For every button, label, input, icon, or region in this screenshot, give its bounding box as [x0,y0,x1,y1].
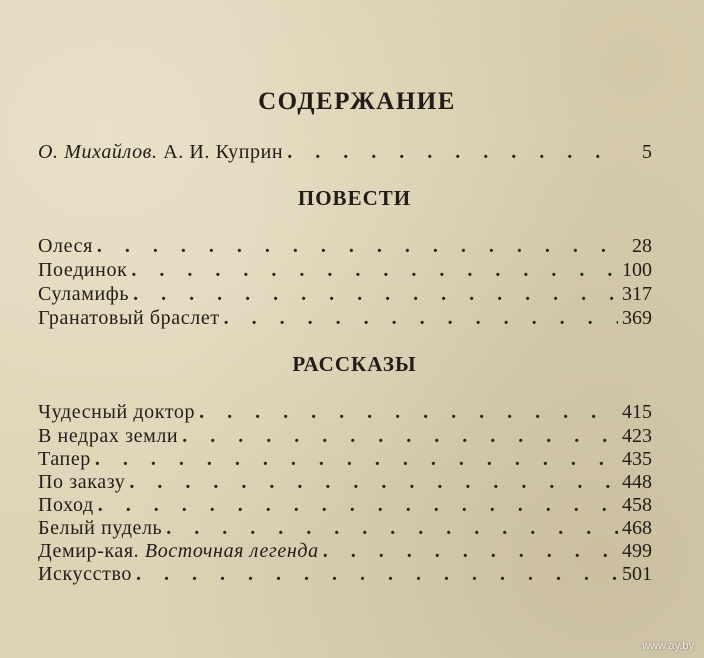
entry-title: Чудесный доктор [38,401,196,423]
entry-title: Белый пудель [38,517,163,539]
page-number: 5 [642,141,652,163]
page-number: 435 [622,448,652,470]
page-number: 458 [622,494,652,516]
intro-author: О. Михайлов. [38,141,158,163]
toc-entry [38,493,652,517]
dot-leader [199,400,618,424]
toc-entry [38,282,652,306]
dot-leader [95,447,618,471]
entry-title: Олеся [38,235,93,257]
intro-text: А. И. Куприн [163,141,284,163]
dot-leader [182,424,618,448]
dot-leader [224,306,618,330]
dot-leader [133,282,618,306]
toc-entry [38,516,652,540]
dot-leader [287,140,618,164]
entry-title: Поединок [38,259,128,281]
entry-title: Искусство [38,563,132,585]
dot-leader [166,516,618,540]
entry-title: По заказу [38,471,126,493]
entry-subtitle: Восточная легенда [144,540,319,562]
dot-leader [323,539,618,563]
watermark: www.ay.by [642,640,694,652]
entry-title: Поход [38,494,94,516]
section-heading-povesti: ПОВЕСТИ [297,186,412,210]
page-number: 468 [622,517,652,539]
page-number: 317 [622,283,652,305]
page-number: 28 [632,235,652,257]
page-number: 448 [622,471,652,493]
toc-entry [38,562,652,586]
entry-title: Демир-кая. [38,540,140,562]
dot-leader [131,258,618,282]
entry-title: Гранатовый браслет [38,307,220,329]
dot-leader [136,562,618,586]
toc-entry [38,400,652,424]
section-heading-rasskazy: РАССКАЗЫ [292,352,417,376]
toc-entry [38,539,652,563]
toc-entry [38,258,652,282]
toc-entry [38,424,652,448]
toc-entry [38,306,652,330]
dot-leader [97,234,618,258]
intro-entry [38,140,652,164]
page-number: 100 [622,259,652,281]
page-number: 369 [622,307,652,329]
toc-entry [38,234,652,258]
entry-title: Суламифь [38,283,130,305]
page-number: 501 [622,563,652,585]
page-number: 499 [622,540,652,562]
dot-leader [98,493,618,517]
page-number: 423 [622,425,652,447]
contents-title: СОДЕРЖАНИЕ [258,88,456,115]
page-number: 415 [622,401,652,423]
dot-leader [129,470,618,494]
entry-title: Тапер [38,448,91,470]
toc-entry [38,470,652,494]
toc-entry [38,447,652,471]
entry-title: В недрах земли [38,425,179,447]
